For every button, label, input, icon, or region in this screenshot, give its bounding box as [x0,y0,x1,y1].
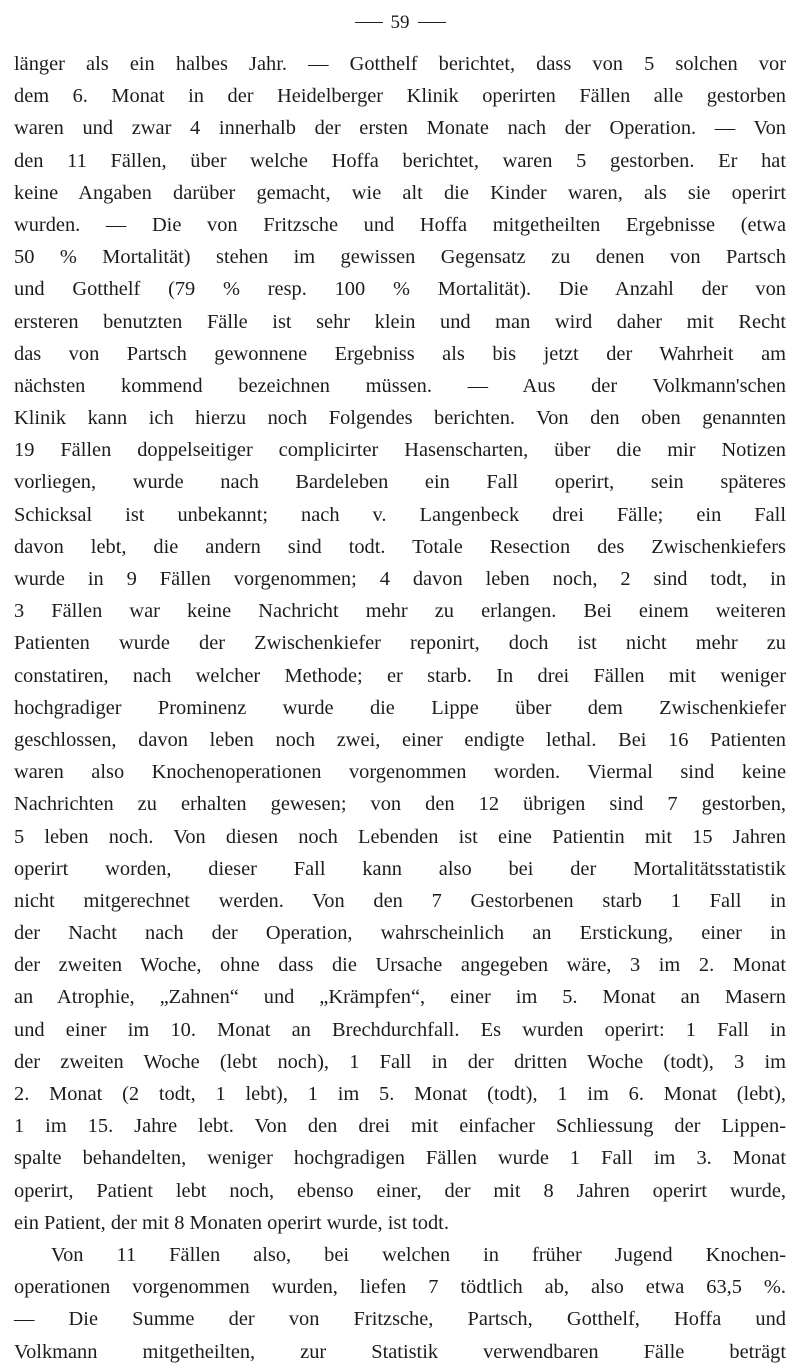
text-line: dem 6. Monat in der Heidelberger Klinik operirten Fällen alle gestorben [14,85,786,108]
text-line: operationen vorgenommen wurden, liefen 7 tödtlich ab, also etwa 63,5 %. [14,1276,786,1299]
text-line: constatiren, nach welcher Methode; er starb. In drei Fällen mit weniger [14,664,786,687]
text-line: davon lebt, die andern sind todt. Totale Resection des Zwischenkiefers [14,535,786,558]
paragraph-end-line: ein Patient, der mit 8 Monaten operirt wurde, ist todt. [14,1211,449,1234]
text-line: Schicksal ist unbekannt; nach v. Langenbeck drei Fälle; ein Fall [14,503,786,526]
text-line: operirt worden, dieser Fall kann also bei der Mortalitätsstatistik [14,857,786,880]
text-line: waren und zwar 4 innerhalb der ersten Monate nach der Operation. — Von [14,117,786,140]
text-line: geschlossen, davon leben noch zwei, einer endigte lethal. Bei 16 Patienten [14,728,786,751]
text-line: der zweiten Woche (lebt noch), 1 Fall in der dritten Woche (todt), 3 im [14,1050,786,1073]
text-line: waren also Knochenoperationen vorgenommen worden. Viermal sind keine [14,761,786,784]
header-dash-right [418,22,446,23]
page-header [0,12,800,34]
text-line: operirt, Patient lebt noch, ebenso einer, der mit 8 Jahren operirt wurde, [14,1179,786,1202]
text-line: 3 Fällen war keine Nachricht mehr zu erlangen. Bei einem weiteren [14,600,786,623]
text-line: vorliegen, wurde nach Bardeleben ein Fall operirt, sein späteres [14,471,786,494]
text-line: Patienten wurde der Zwischenkiefer reponirt, doch ist nicht mehr zu [14,632,786,655]
text-line: der zweiten Woche, ohne dass die Ursache angegeben wäre, 3 im 2. Monat [14,954,786,977]
text-line: 19 Fällen doppelseitiger complicirter Hasenscharten, über die mir Notizen [14,439,786,462]
text-line: keine Angaben darüber gemacht, wie alt die Kinder waren, als sie operirt [14,181,786,204]
body-text [14,48,786,1368]
text-line: der Nacht nach der Operation, wahrscheinlich an Erstickung, einer in [14,922,786,945]
text-line: das von Partsch gewonnene Ergebniss als bis jetzt der Wahrheit am [14,342,786,365]
text-line: Volkmann mitgetheilten, zur Statistik verwendbaren Fälle beträgt [14,1340,786,1363]
text-line: den 11 Fällen, über welche Hoffa berichtet, waren 5 gestorben. Er hat [14,149,786,172]
text-line: und Gotthelf (79 % resp. 100 % Mortalität). Die Anzahl der von [14,278,786,301]
text-line: an Atrophie, „Zahnen“ und „Krämpfen“, einer im 5. Monat an Masern [14,986,786,1009]
header-dash-left [355,22,383,23]
paragraph-start-line: Von 11 Fällen also, bei welchen in früher Jugend Knochen- [51,1243,786,1266]
text-line: wurde in 9 Fällen vorgenommen; 4 davon leben noch, 2 sind todt, in [14,568,786,590]
text-line: nächsten kommend bezeichnen müssen. — Aus der Volkmann'schen [14,374,786,397]
text-line: 1 im 15. Jahre lebt. Von den drei mit einfacher Schliessung der Lippen- [14,1115,786,1138]
text-line: länger als ein halbes Jahr. — Gotthelf berichtet, dass von 5 solchen vor [14,53,786,75]
text-line: spalte behandelten, weniger hochgradigen Fällen wurde 1 Fall im 3. Monat [14,1147,786,1170]
text-line: 2. Monat (2 todt, 1 lebt), 1 im 5. Monat (todt), 1 im 6. Monat (lebt), [14,1083,786,1105]
text-line: Klinik kann ich hierzu noch Folgendes berichten. Von den oben genannten [14,407,786,430]
text-line: Nachrichten zu erhalten gewesen; von den 12 übrigen sind 7 gestorben, [14,793,786,816]
text-line: nicht mitgerechnet werden. Von den 7 Gestorbenen starb 1 Fall in [14,889,786,912]
text-line: und einer im 10. Monat an Brechdurchfall. Es wurden operirt: 1 Fall in [14,1018,786,1041]
text-line: 5 leben noch. Von diesen noch Lebenden ist eine Patientin mit 15 Jahren [14,825,786,848]
page-number: 59 [390,12,410,33]
text-line: ersteren benutzten Fälle ist sehr klein und man wird daher mit Recht [14,310,786,333]
text-line: — Die Summe der von Fritzsche, Partsch, Gotthelf, Hoffa und [14,1308,786,1331]
text-line: hochgradiger Prominenz wurde die Lippe über dem Zwischenkiefer [14,696,786,719]
text-line: wurden. — Die von Fritzsche und Hoffa mitgetheilten Ergebnisse (etwa [14,213,786,236]
text-line: 50 % Mortalität) stehen im gewissen Gegensatz zu denen von Partsch [14,246,786,269]
